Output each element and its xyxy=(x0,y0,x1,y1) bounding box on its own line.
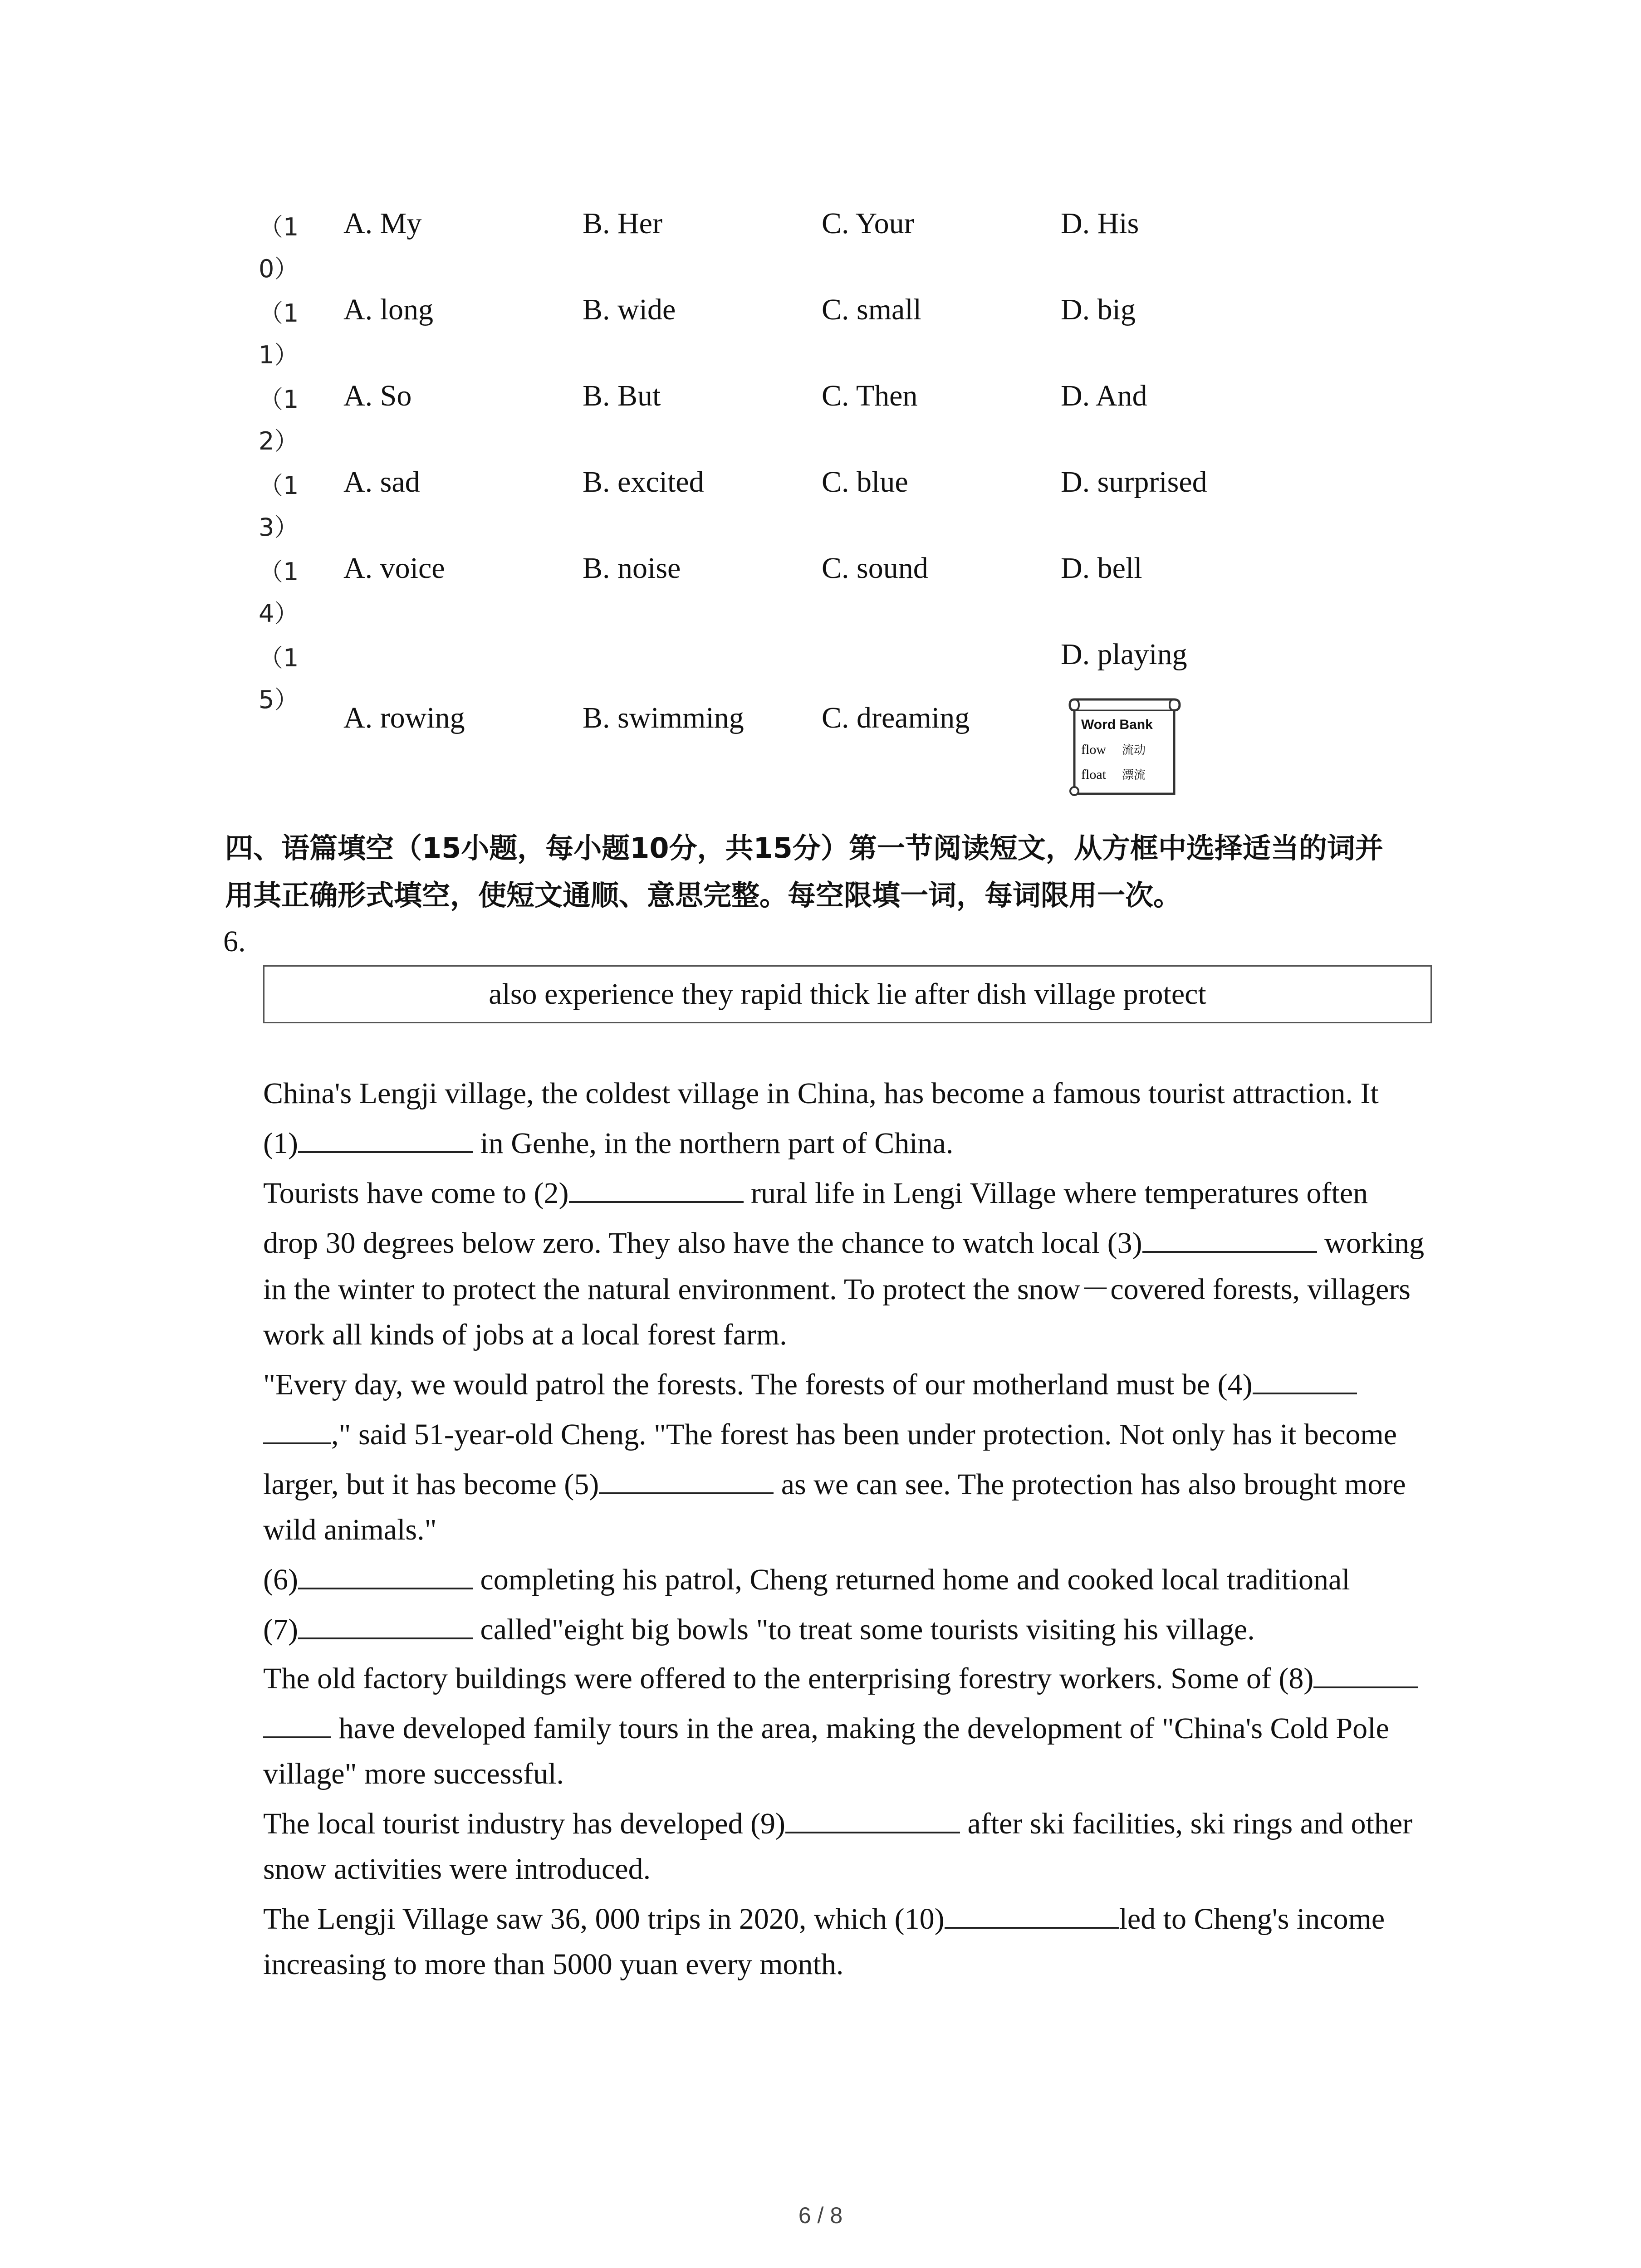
choice-option[interactable]: D. bell xyxy=(1061,552,1142,585)
passage-line xyxy=(263,1704,1389,1754)
choice-row xyxy=(0,293,1641,379)
passage-text: drop 30 degrees below zero. They also have the chance to watch local (3) xyxy=(263,1227,1142,1260)
blank-7[interactable] xyxy=(298,1606,473,1639)
passage-line: in the winter to protect the natural environment. To protect the snow－covered forests, villagers xyxy=(263,1273,1411,1306)
question-number-part: （1 xyxy=(259,299,299,327)
blank-3[interactable] xyxy=(1142,1219,1317,1253)
blank-8-part-2[interactable] xyxy=(263,1705,331,1738)
passage-text: The Lengji Village saw 36, 000 trips in 2020, which (10) xyxy=(263,1902,945,1936)
blank-6[interactable] xyxy=(298,1556,473,1589)
choice-row xyxy=(0,465,1641,551)
passage-text: ," said 51-year-old Cheng. "The forest has been under protection. Not only has it become xyxy=(331,1418,1397,1451)
choice-option[interactable]: A. voice xyxy=(343,552,445,585)
question-number xyxy=(259,465,313,548)
choice-option[interactable]: C. sound xyxy=(822,552,928,585)
choice-option[interactable]: C. small xyxy=(822,293,922,326)
question-number-part: 0） xyxy=(259,254,299,283)
passage-line xyxy=(263,1894,1385,1944)
question-number-part: （1 xyxy=(259,385,299,414)
question-number-part: （1 xyxy=(259,213,299,241)
choice-option[interactable]: C. Then xyxy=(822,379,918,412)
passage-line: village" more successful. xyxy=(263,1757,564,1790)
choice-option[interactable]: B. excited xyxy=(583,465,704,499)
question-number xyxy=(259,293,313,376)
section-heading-line-2: 用其正确形式填空，使短文通顺、意思完整。每空限填一词，每词限用一次。 xyxy=(225,879,1182,912)
passage-line xyxy=(263,1555,1350,1605)
choice-option[interactable]: A. So xyxy=(343,379,412,412)
passage-text: (6) xyxy=(263,1563,298,1596)
passage-text: Tourists have come to (2) xyxy=(263,1177,569,1210)
passage-text: The local tourist industry has developed (9) xyxy=(263,1807,786,1840)
passage-text: called"eight big bowls "to treat some tourists visiting his village. xyxy=(472,1613,1255,1646)
choice-option[interactable]: C. blue xyxy=(822,465,908,499)
passage-line xyxy=(263,1654,1418,1704)
question-number xyxy=(259,379,313,462)
word-box: also experience they rapid thick lie after dish village protect xyxy=(263,965,1432,1023)
passage-line: snow activities were introduced. xyxy=(263,1853,651,1886)
passage-text: rural life in Lengi Village where temperatures often xyxy=(743,1177,1368,1210)
passage-line xyxy=(263,1360,1357,1410)
choice-option[interactable]: B. But xyxy=(583,379,661,412)
choice-option[interactable]: B. Her xyxy=(583,207,662,240)
blank-9[interactable] xyxy=(785,1800,960,1833)
blank-10[interactable] xyxy=(945,1895,1119,1929)
passage-line: increasing to more than 5000 yuan every month. xyxy=(263,1948,844,1981)
choice-option[interactable]: D. playing xyxy=(1061,638,1187,671)
blank-4-part-2[interactable] xyxy=(263,1411,331,1444)
choice-option[interactable]: A. My xyxy=(343,207,422,240)
passage-text: have developed family tours in the area, making the development of "China's Cold Pole xyxy=(331,1712,1389,1745)
question-number xyxy=(259,206,313,290)
passage-text: larger, but it has become (5) xyxy=(263,1468,599,1501)
question-number-part: （1 xyxy=(259,471,299,500)
section-heading-line-1: 四、语篇填空（15小题，每小题10分，共15分）第一节阅读短文，从方框中选择适当的词并 xyxy=(225,831,1383,865)
passage-text: completing his patrol, Cheng returned home and cooked local traditional xyxy=(472,1563,1350,1596)
word-bank-scroll-image xyxy=(1061,690,1192,799)
passage-text: led to Cheng's income xyxy=(1119,1902,1385,1936)
question-number-part: （1 xyxy=(259,557,299,586)
passage-line: work all kinds of jobs at a local forest farm. xyxy=(263,1318,787,1351)
choice-option[interactable]: B. swimming xyxy=(583,701,744,734)
question-number-part: 2） xyxy=(259,427,299,455)
page-number: 6 / 8 xyxy=(798,2203,843,2228)
choice-option[interactable]: D. surprised xyxy=(1061,465,1207,499)
passage-line xyxy=(263,1605,1255,1655)
choice-option[interactable]: C. dreaming xyxy=(822,701,970,734)
choice-option[interactable]: B. noise xyxy=(583,552,681,585)
passage-line: wild animals." xyxy=(263,1513,437,1546)
passage-text: (1) xyxy=(263,1127,298,1160)
choice-option[interactable]: D. big xyxy=(1061,293,1136,326)
choice-option[interactable]: C. Your xyxy=(822,207,914,240)
choice-row xyxy=(0,379,1641,465)
word-bank-meaning-2: 漂流 xyxy=(1122,768,1146,782)
question-number-part: 3） xyxy=(259,513,299,542)
passage-text: The old factory buildings were offered to the enterprising forestry workers. Some of (8) xyxy=(263,1662,1314,1695)
question-number-part: 5） xyxy=(259,685,299,714)
passage-line xyxy=(263,1410,1397,1460)
passage-line xyxy=(263,1460,1406,1510)
question-number: 6. xyxy=(223,925,246,958)
choice-option[interactable]: B. wide xyxy=(583,293,676,326)
passage-text: as we can see. The protection has also brought more xyxy=(774,1468,1406,1501)
passage-line: China's Lengji village, the coldest village in China, has become a famous tourist attraction. It xyxy=(263,1077,1379,1110)
passage-text: working xyxy=(1317,1227,1425,1260)
passage-text: "Every day, we would patrol the forests. The forests of our motherland must be (4) xyxy=(263,1368,1253,1401)
choice-option[interactable]: D. And xyxy=(1061,379,1147,412)
choice-row xyxy=(0,551,1641,637)
question-number xyxy=(259,637,313,721)
blank-4-part-1[interactable] xyxy=(1253,1361,1357,1394)
choice-option[interactable]: D. His xyxy=(1061,207,1139,240)
passage-line xyxy=(263,1119,953,1168)
word-bank-word-2: float xyxy=(1081,767,1106,782)
choice-option[interactable]: A. long xyxy=(343,293,433,326)
question-number-part: 1） xyxy=(259,341,299,369)
passage-text: after ski facilities, ski rings and other xyxy=(960,1807,1413,1840)
blank-8-part-1[interactable] xyxy=(1313,1655,1418,1688)
word-bank-title: Word Bank xyxy=(1081,717,1153,732)
blank-1[interactable] xyxy=(298,1119,473,1153)
choice-option[interactable]: A. sad xyxy=(343,465,420,499)
choice-row xyxy=(0,206,1641,293)
question-number-part: （1 xyxy=(259,644,299,672)
passage-line xyxy=(263,1799,1412,1849)
choice-option[interactable]: A. rowing xyxy=(343,701,465,734)
blank-2[interactable] xyxy=(569,1169,744,1203)
section-heading xyxy=(225,825,1441,919)
word-bank-meaning-1: 流动 xyxy=(1122,743,1146,757)
passage-line xyxy=(263,1218,1424,1268)
passage-text: in Genhe, in the northern part of China. xyxy=(472,1127,954,1160)
passage-text: (7) xyxy=(263,1613,298,1646)
question-number xyxy=(259,551,313,635)
question-number-part: 4） xyxy=(259,599,299,628)
word-bank-word-1: flow xyxy=(1081,742,1106,757)
blank-5[interactable] xyxy=(599,1461,774,1494)
passage-line xyxy=(263,1168,1368,1218)
